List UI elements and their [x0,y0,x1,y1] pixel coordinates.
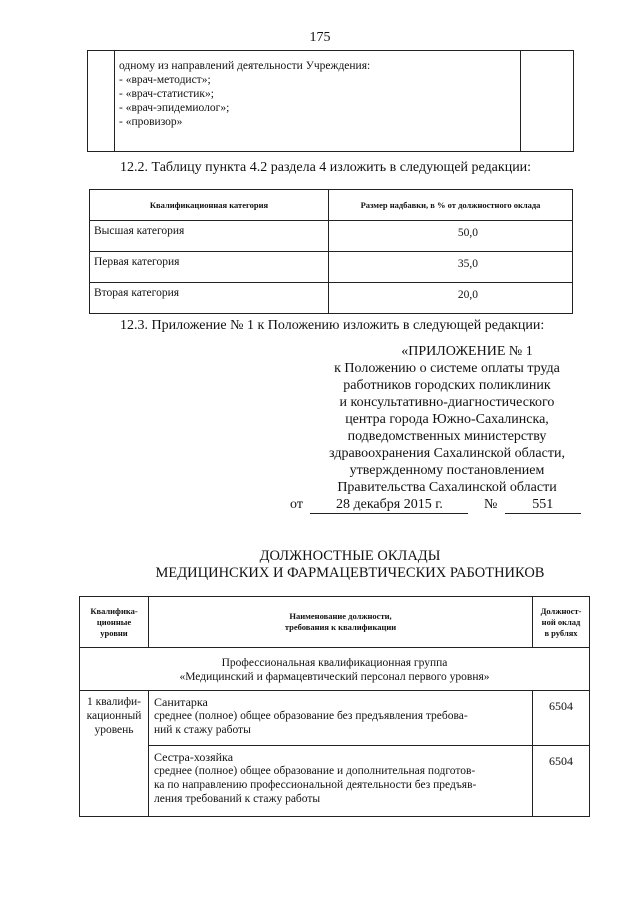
heading-line: МЕДИЦИНСКИХ И ФАРМАЦЕВТИЧЕСКИХ РАБОТНИКОВ [155,565,545,581]
fragment-item: - «врач-статистик»; [119,88,214,100]
level-text: кационный [86,710,142,722]
position-requirements: ления требований к стажу работы [154,793,321,805]
appendix-date-line [290,497,581,514]
level-text: уровень [94,724,134,736]
group-subtitle: «Медицинский и фармацевтический персонал первого уровня» [179,671,490,683]
position-cell [149,691,533,746]
appendix-title: «ПРИЛОЖЕНИЕ № 1 [401,344,533,359]
position-name: Санитарка [154,695,208,709]
position-cell [149,746,533,817]
section-12-2-text: 12.2. Таблицу пункта 4.2 раздела 4 изложить в следующей редакции: [120,160,532,175]
table-row [90,221,573,252]
appendix-header [282,343,612,496]
appendix-line: Правительства Сахалинской области [337,480,557,495]
allowance-category: Высшая категория [90,221,329,252]
allowance-table [89,189,573,314]
salary-table [79,596,590,817]
table-row [80,746,590,817]
salary-value: 6504 [533,746,590,817]
heading-line: ДОЛЖНОСТНЫЕ ОКЛАДЫ [259,548,441,564]
allowance-value: 20,0 [329,283,573,314]
fragment-item: - «врач-методист»; [119,74,211,86]
fragment-text-cell [115,51,521,152]
position-requirements: среднее (полное) общее образование и дополнительная подготов- [154,765,476,777]
appendix-line: подведомственных министерству [347,429,547,444]
fragment-table [87,50,574,152]
header-text: Квалифика- [90,605,138,616]
qualification-group [80,648,590,691]
page-number: 175 [309,30,331,45]
from-label: от [290,497,303,512]
fragment-item: - «врач-эпидемиолог»; [119,102,230,114]
allowance-category: Первая категория [90,252,329,283]
level-text: 1 квалифи- [86,696,142,708]
appendix-number: 551 [505,497,581,514]
salary-value: 6504 [533,691,590,746]
fragment-empty-cell [521,51,574,152]
position-requirements: ка по направлению профессиональной деятельности без предъяв- [154,779,477,791]
number-label: № [483,497,498,512]
section-12-3-text: 12.3. Приложение № 1 к Положению изложить в следующей редакции: [120,318,545,333]
allowance-value: 35,0 [329,252,573,283]
header-level [80,597,149,648]
header-text: Наименование должности, [289,611,392,621]
header-position [149,597,533,648]
position-requirements: среднее (полное) общее образование без предъявления требова- [154,710,468,722]
appendix-line: утвержденному постановлением [349,463,545,478]
salary-heading [0,548,640,582]
appendix-line: центра города Южно-Сахалинска, [345,412,549,427]
table-row [80,691,590,746]
fragment-item: - «провизор» [119,116,183,128]
header-text: Должност- [540,605,582,616]
appendix-date: 28 декабря 2015 г. [310,497,468,514]
allowance-header-category: Квалификационная категория [90,190,329,221]
header-text: ционные [96,616,132,627]
position-requirements: ний к стажу работы [154,724,251,736]
allowance-category: Вторая категория [90,283,329,314]
group-title: Профессиональная квалификационная группа [221,657,448,669]
qualification-level [80,691,149,817]
table-row [90,283,573,314]
header-text: уровни [100,627,128,638]
appendix-line: к Положению о системе оплаты труда [334,361,560,376]
fragment-empty-cell [88,51,115,152]
position-name: Сестра-хозяйка [154,750,234,764]
table-row [90,252,573,283]
appendix-line: работников городских поликлиник [343,378,551,393]
allowance-header-size: Размер надбавки, в % от должностного оклада [329,190,573,221]
appendix-line: здравоохранения Сахалинской области, [329,446,565,461]
appendix-line: и консультативно-диагностического [339,395,555,410]
header-text: требования к квалификации [284,622,397,632]
fragment-intro: одному из направлений деятельности Учреждения: [119,60,371,72]
allowance-value: 50,0 [329,221,573,252]
header-text: ной оклад [541,616,581,627]
header-text: в рублях [544,627,578,638]
header-salary [533,597,590,648]
